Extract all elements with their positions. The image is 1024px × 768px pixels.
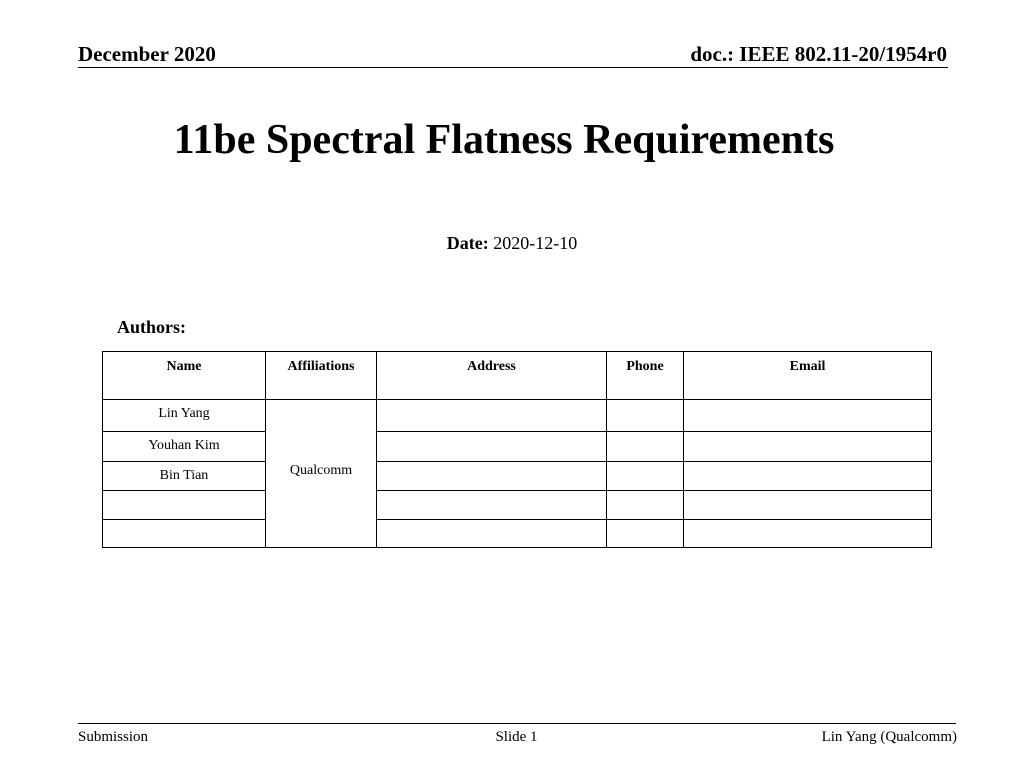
phone-cell [607,400,684,432]
phone-cell [607,491,684,520]
footer-rule [78,723,956,724]
date-line [0,232,1024,254]
authors-table [102,351,932,548]
address-cell [377,400,607,432]
address-cell [377,520,607,548]
address-cell [377,432,607,462]
column-header-affiliations: Affiliations [266,352,377,400]
table-header-row [103,352,932,400]
date-value: 2020-12-10 [493,233,578,253]
phone-cell [607,462,684,491]
footer-submission: Submission [78,729,149,745]
author-name-cell: Youhan Kim [103,432,266,462]
column-header-phone: Phone [607,352,684,400]
author-name-cell [103,491,266,520]
footer-slide-number: Slide 1 [495,729,538,745]
column-header-email: Email [684,352,932,400]
authors-label: Authors: [117,317,187,337]
email-cell [684,400,932,432]
table-row [103,491,932,520]
slide-title: 11be Spectral Flatness Requirements [173,117,835,163]
phone-cell [607,432,684,462]
table-row [103,432,932,462]
header-rule [78,67,948,68]
column-header-name: Name [103,352,266,400]
email-cell [684,491,932,520]
header-doc-id: doc.: IEEE 802.11-20/1954r0 [690,42,947,66]
table-row [103,520,932,548]
date-label: Date: [446,233,489,253]
email-cell [684,432,932,462]
table-row [103,462,932,491]
header-date: December 2020 [78,42,216,66]
table-row [103,400,932,432]
author-name-cell [103,520,266,548]
author-name-cell: Lin Yang [103,400,266,432]
address-cell [377,462,607,491]
column-header-address: Address [377,352,607,400]
email-cell [684,462,932,491]
affiliation-cell: Qualcomm [266,400,377,548]
email-cell [684,520,932,548]
address-cell [377,491,607,520]
footer-author: Lin Yang (Qualcomm) [821,729,957,745]
phone-cell [607,520,684,548]
author-name-cell: Bin Tian [103,462,266,491]
